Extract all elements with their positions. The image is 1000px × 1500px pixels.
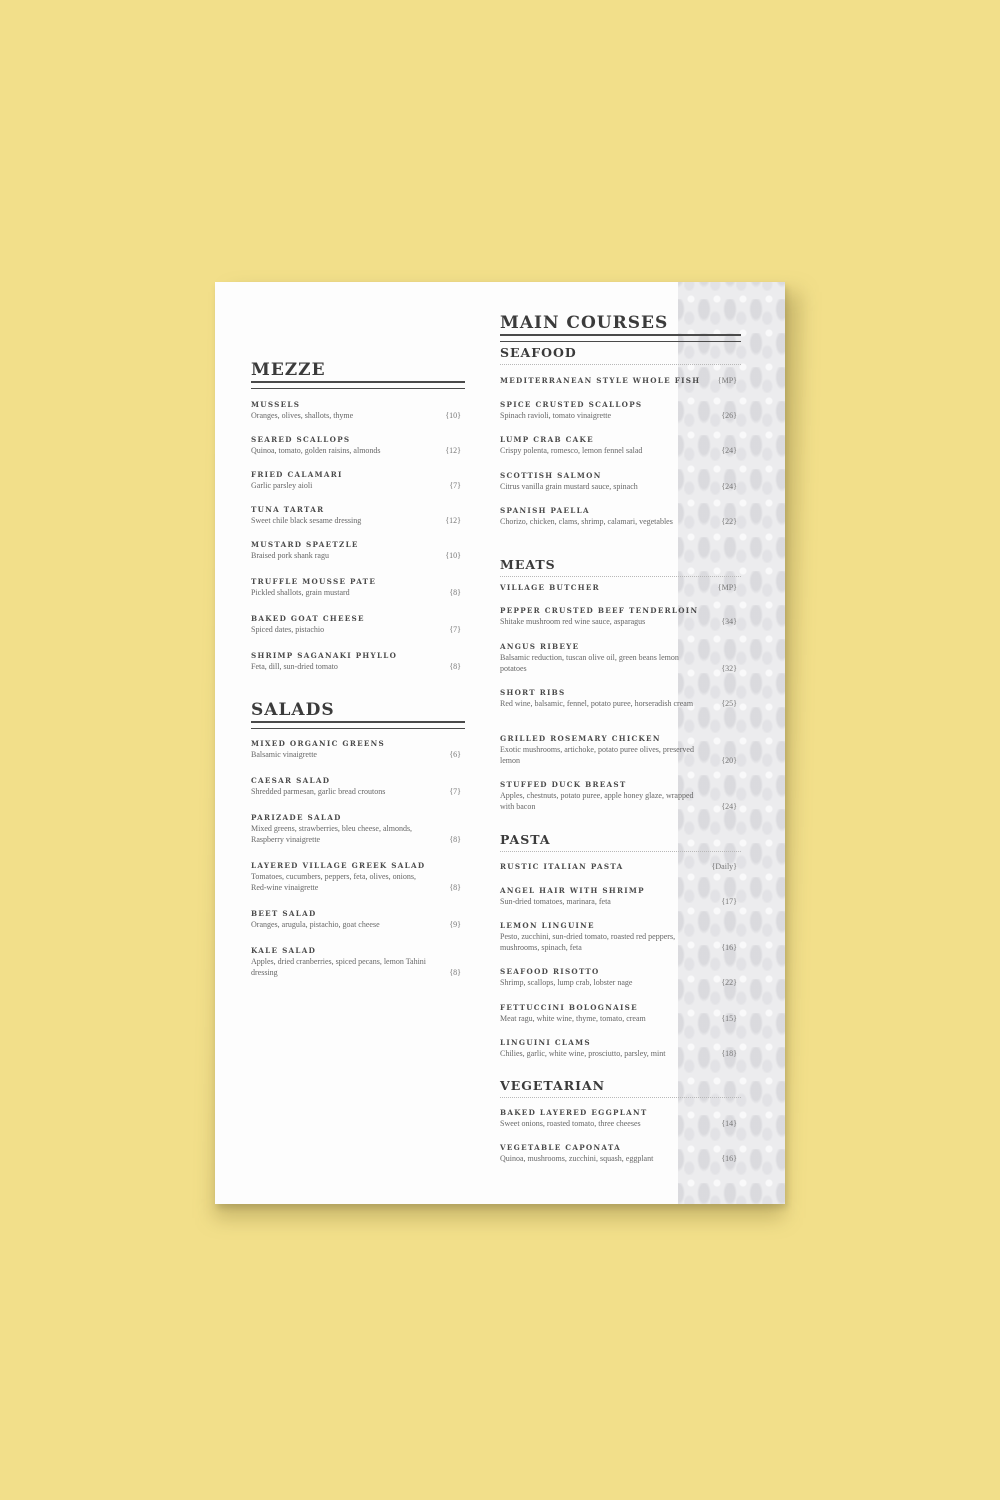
menu-item xyxy=(500,688,741,709)
menu-item-price: {25} xyxy=(721,699,737,708)
menu-item-name: LAYERED VILLAGE GREEK SALAD xyxy=(251,861,426,870)
menu-item-description: Crispy polenta, romesco, lemon fennel salad xyxy=(500,446,643,455)
menu-item-name: KALE SALAD xyxy=(251,946,317,955)
menu-item-name: SCOTTISH SALMON xyxy=(500,471,602,480)
menu-item xyxy=(500,376,741,386)
menu-item xyxy=(500,862,741,872)
menu-item-name: LINGUINI CLAMS xyxy=(500,1038,591,1047)
menu-item xyxy=(500,471,741,492)
menu-item-price: {8} xyxy=(449,883,461,892)
menu-item xyxy=(251,400,465,421)
menu-item-price: {6} xyxy=(449,750,461,759)
menu-item xyxy=(500,606,741,627)
menu-item-description: Sun-dried tomatoes, marinara, feta xyxy=(500,897,611,906)
menu-item-name: LUMP CRAB CAKE xyxy=(500,435,594,444)
menu-item-description: Pickled shallots, grain mustard xyxy=(251,588,350,597)
menu-item-name: TRUFFLE MOUSSE PATE xyxy=(251,577,377,586)
menu-item-name: MUSTARD SPAETZLE xyxy=(251,540,359,549)
menu-item xyxy=(500,886,741,907)
menu-item-name: SEAFOOD RISOTTO xyxy=(500,967,600,976)
menu-item-price: {7} xyxy=(449,481,461,490)
menu-item-name: ANGEL HAIR WITH SHRIMP xyxy=(500,886,645,895)
menu-item-name: LEMON LINGUINE xyxy=(500,921,595,930)
menu-item-price: {18} xyxy=(721,1049,737,1058)
menu-item-price: {22} xyxy=(721,978,737,987)
menu-item-name: MUSSELS xyxy=(251,400,301,409)
menu-item-price: {8} xyxy=(449,835,461,844)
menu-item xyxy=(500,1108,741,1129)
menu-item-description: Shrimp, scallops, lump crab, lobster nage xyxy=(500,978,633,987)
menu-item-description: Quinoa, tomato, golden raisins, almonds xyxy=(251,446,381,455)
menu-item xyxy=(500,642,741,674)
pasta-heading: PASTA xyxy=(500,832,741,852)
menu-item-name: GRILLED ROSEMARY CHICKEN xyxy=(500,734,661,743)
menu-item-name: SHORT RIBS xyxy=(500,688,566,697)
menu-item-description: Apples, chestnuts, potato puree, apple honey glaze, wrapped with bacon xyxy=(500,791,694,811)
menu-item-price: {10} xyxy=(445,411,461,420)
menu-item-description: Chilies, garlic, white wine, prosciutto, parsley, mint xyxy=(500,1049,666,1058)
menu-item-price: {22} xyxy=(721,517,737,526)
menu-item-description: Tomatoes, cucumbers, peppers, feta, olives, onions, Red-wine vinaigrette xyxy=(251,872,416,892)
menu-item xyxy=(251,776,465,797)
menu-item-price: {8} xyxy=(449,968,461,977)
menu-item xyxy=(500,506,741,527)
left-column xyxy=(251,282,465,1204)
menu-item xyxy=(251,505,465,526)
menu-item xyxy=(500,400,741,421)
menu-item xyxy=(500,1143,741,1164)
menu-item-name: STUFFED DUCK BREAST xyxy=(500,780,627,789)
mezze-heading: MEZZE xyxy=(251,360,465,383)
menu-item-description: Sweet onions, roasted tomato, three cheeses xyxy=(500,1119,641,1128)
menu-item-price: {17} xyxy=(721,897,737,906)
menu-item-name: FRIED CALAMARI xyxy=(251,470,343,479)
menu-item-price: {14} xyxy=(721,1119,737,1128)
menu-item-price: {24} xyxy=(721,802,737,811)
menu-item-price: {MP} xyxy=(717,376,737,385)
menu-item xyxy=(251,909,465,930)
menu-item-price: {12} xyxy=(445,516,461,525)
menu-item-description: Spiced dates, pistachio xyxy=(251,625,325,634)
menu-item-name: PARIZADE SALAD xyxy=(251,813,342,822)
menu-item xyxy=(500,780,741,812)
menu-item-description: Exotic mushrooms, artichoke, potato puree olives, preserved lemon xyxy=(500,745,694,765)
menu-item-name: VILLAGE BUTCHER xyxy=(500,583,600,592)
menu-item-name: SEARED SCALLOPS xyxy=(251,435,351,444)
menu-item xyxy=(500,1038,741,1059)
menu-item-description: Mixed greens, strawberries, bleu cheese, almonds, Raspberry vinaigrette xyxy=(251,824,413,844)
menu-item-name: SHRIMP SAGANAKI PHYLLO xyxy=(251,651,398,660)
menu-item xyxy=(251,651,465,672)
menu-item-name: MEDITERRANEAN STYLE WHOLE FISH xyxy=(500,376,701,385)
menu-item-description: Shredded parmesan, garlic bread croutons xyxy=(251,787,386,796)
menu-item xyxy=(251,540,465,561)
menu-item xyxy=(500,734,741,766)
menu-item-description: Citrus vanilla grain mustard sauce, spinach xyxy=(500,482,638,491)
menu-item-name: SPICE CRUSTED SCALLOPS xyxy=(500,400,643,409)
menu-item-name: BAKED LAYERED EGGPLANT xyxy=(500,1108,648,1117)
menu-item-name: BEET SALAD xyxy=(251,909,317,918)
menu-item xyxy=(251,946,465,978)
menu-item-price: {7} xyxy=(449,787,461,796)
menu-item-price: {24} xyxy=(721,482,737,491)
menu-item-price: {8} xyxy=(449,662,461,671)
menu-item-description: Oranges, olives, shallots, thyme xyxy=(251,411,354,420)
menu-item-name: SPANISH PAELLA xyxy=(500,506,590,515)
right-column xyxy=(500,282,741,1204)
menu-item xyxy=(500,435,741,456)
menu-item xyxy=(251,435,465,456)
menu-item-description: Sweet chile black sesame dressing xyxy=(251,516,362,525)
menu-item-price: {24} xyxy=(721,446,737,455)
menu-item-name: TUNA TARTAR xyxy=(251,505,325,514)
menu-item-price: {9} xyxy=(449,920,461,929)
menu-item xyxy=(500,583,741,593)
menu-item-description: Balsamic reduction, tuscan olive oil, green beans lemon potatoes xyxy=(500,653,679,673)
menu-item-description: Braised pork shank ragu xyxy=(251,551,329,560)
menu-sheet xyxy=(215,282,785,1204)
menu-item-description: Meat ragu, white wine, thyme, tomato, cream xyxy=(500,1014,646,1023)
menu-item-description: Pesto, zucchini, sun-dried tomato, roasted red peppers, mushrooms, spinach, feta xyxy=(500,932,676,952)
menu-item-name: ANGUS RIBEYE xyxy=(500,642,580,651)
menu-item-description: Apples, dried cranberries, spiced pecans, lemon Tahini dressing xyxy=(251,957,427,977)
menu-item-price: {16} xyxy=(721,1154,737,1163)
menu-item-price: {10} xyxy=(445,551,461,560)
menu-item-price: {8} xyxy=(449,588,461,597)
menu-item-price: {12} xyxy=(445,446,461,455)
menu-item-name: MIXED ORGANIC GREENS xyxy=(251,739,386,748)
menu-item-description: Spinach ravioli, tomato vinaigrette xyxy=(500,411,612,420)
menu-item xyxy=(251,813,465,845)
menu-item-name: CAESAR SALAD xyxy=(251,776,331,785)
menu-item xyxy=(251,577,465,598)
menu-item xyxy=(500,921,741,953)
menu-item-price: {26} xyxy=(721,411,737,420)
vegetarian-heading: VEGETARIAN xyxy=(500,1078,741,1098)
salads-heading: SALADS xyxy=(251,700,465,723)
menu-item-name: PEPPER CRUSTED BEEF TENDERLOIN xyxy=(500,606,699,615)
menu-item-description: Quinoa, mushrooms, zucchini, squash, eggplant xyxy=(500,1154,654,1163)
menu-item xyxy=(251,861,465,893)
main-courses-heading: MAIN COURSES xyxy=(500,313,741,336)
menu-item-price: {MP} xyxy=(717,583,737,592)
menu-item-name: VEGETABLE CAPONATA xyxy=(500,1143,621,1152)
menu-item-description: Red wine, balsamic, fennel, potato puree, horseradish cream xyxy=(500,699,694,708)
menu-item-description: Oranges, arugula, pistachio, goat cheese xyxy=(251,920,380,929)
menu-item-description: Shitake mushroom red wine sauce, asparagus xyxy=(500,617,646,626)
menu-item xyxy=(251,614,465,635)
menu-item-description: Garlic parsley aioli xyxy=(251,481,313,490)
menu-item-description: Balsamic vinaigrette xyxy=(251,750,317,759)
menu-item-description: Feta, dill, sun-dried tomato xyxy=(251,662,338,671)
menu-item-price: {20} xyxy=(721,756,737,765)
menu-item xyxy=(251,470,465,491)
menu-item-name: BAKED GOAT CHEESE xyxy=(251,614,365,623)
menu-item-price: {32} xyxy=(721,664,737,673)
menu-item xyxy=(500,967,741,988)
menu-item-name: FETTUCCINI BOLOGNAISE xyxy=(500,1003,638,1012)
menu-item-price: {Daily} xyxy=(711,862,737,871)
menu-item xyxy=(500,1003,741,1024)
menu-item-name: RUSTIC ITALIAN PASTA xyxy=(500,862,624,871)
menu-item-price: {16} xyxy=(721,943,737,952)
menu-item-price: {15} xyxy=(721,1014,737,1023)
menu-item xyxy=(251,739,465,760)
menu-item-description: Chorizo, chicken, clams, shrimp, calamari, vegetables xyxy=(500,517,673,526)
menu-item-price: {34} xyxy=(721,617,737,626)
menu-item-price: {7} xyxy=(449,625,461,634)
meats-heading: MEATS xyxy=(500,557,741,577)
seafood-heading: SEAFOOD xyxy=(500,345,741,365)
